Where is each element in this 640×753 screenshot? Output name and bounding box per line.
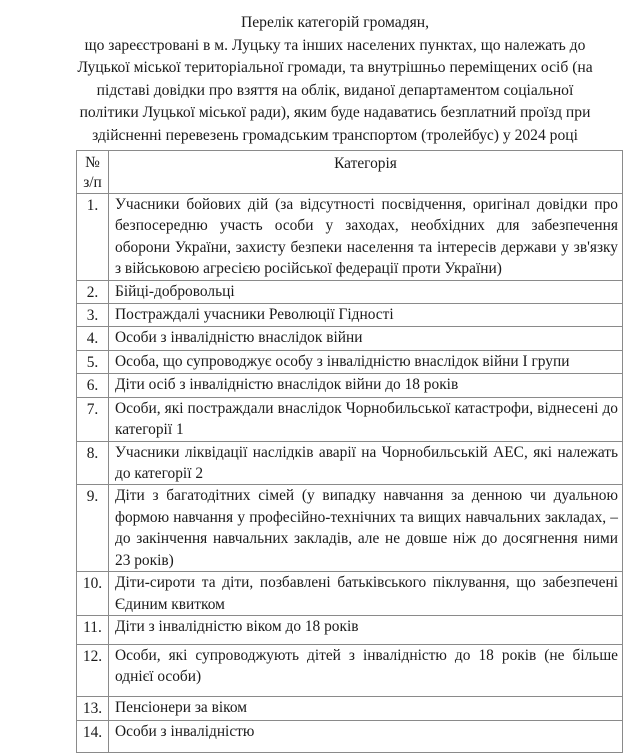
row-number: 14.: [77, 720, 109, 752]
row-number: 11.: [77, 615, 109, 644]
table-row: [77, 696, 623, 720]
row-category: Особи з інвалідністю: [109, 720, 623, 752]
document-title: [40, 12, 630, 148]
title-line: підставі довідки про взяття на облік, виданої департаментом соціальної: [96, 81, 574, 99]
table-row: [77, 304, 623, 327]
table-row: [77, 572, 623, 616]
title-line: що зареєстровані в м. Луцьку та інших населених пунктах, що належать до: [84, 36, 586, 54]
table-row: [77, 485, 623, 572]
header-number: [77, 151, 109, 194]
table-body: [77, 194, 623, 753]
row-category: Учасники бойових дій (за відсутності посвідчення, оригінал довідки про безпосередню участь особи у заходах, необхідних для забезпечення оборони України, захисту безпеки населення та інтересів держави у зв'язку з військовою агресією російської федерації проти України): [109, 194, 623, 281]
row-category: Постраждалі учасники Революції Гідності: [109, 304, 623, 327]
row-number: 3.: [77, 304, 109, 327]
table-row: [77, 644, 623, 696]
table-row: [77, 441, 623, 485]
row-category: Діти з багатодітних сімей (у випадку навчання за денною чи дуальною формою навчання у професійно-технічних та вищих навчальних закладах, – до закінчення навчальних закладів, але не довше ніж до досягнення ними 23 років): [109, 485, 623, 572]
categories-table: [76, 150, 623, 753]
table-row: [77, 374, 623, 397]
row-category: Діти з інвалідністю віком до 18 років: [109, 615, 623, 644]
row-number: 9.: [77, 485, 109, 572]
table-row: [77, 327, 623, 350]
row-number: 2.: [77, 280, 109, 303]
title-line: Луцької міської територіальної громади, та внутрішньо переміщених осіб (на: [77, 59, 593, 77]
header-category: Категорія: [109, 151, 623, 194]
title-line: Перелік категорій громадян,: [241, 14, 429, 31]
table-row: [77, 280, 623, 303]
row-number: 1.: [77, 194, 109, 281]
row-category: Особи, які постраждали внаслідок Чорнобильської катастрофи, віднесені до категорії 1: [109, 397, 623, 441]
row-category: Учасники ліквідації наслідків аварії на Чорнобильській АЕС, які належать до категорії 2: [109, 441, 623, 485]
row-category: Бійці-добровольці: [109, 280, 623, 303]
row-category: Особи, які супроводжують дітей з інвалідністю до 18 років (не більше однієї особи): [109, 644, 623, 696]
row-number: 5.: [77, 350, 109, 373]
table-header-row: [77, 151, 623, 194]
header-number-abbr: з/п: [83, 174, 102, 191]
row-number: 4.: [77, 327, 109, 350]
row-category: Особи з інвалідністю внаслідок війни: [109, 327, 623, 350]
row-number: 13.: [77, 696, 109, 720]
table-row: [77, 397, 623, 441]
row-category: Пенсіонери за віком: [109, 696, 623, 720]
row-number: 8.: [77, 441, 109, 485]
table-row: [77, 350, 623, 373]
title-line: здійсненні перевезень громадським транспортом (тролейбус) у 2024 році: [92, 126, 578, 144]
row-number: 10.: [77, 572, 109, 616]
row-category: Діти осіб з інвалідністю внаслідок війни до 18 років: [109, 374, 623, 397]
row-category: Особа, що супроводжує особу з інвалідністю внаслідок війни І групи: [109, 350, 623, 373]
row-number: 12.: [77, 644, 109, 696]
header-number-symbol: №: [85, 154, 100, 171]
table-row: [77, 615, 623, 644]
table-row: [77, 194, 623, 281]
row-category: Діти-сироти та діти, позбавлені батьківського піклування, що забезпечені Єдиним квитком: [109, 572, 623, 616]
row-number: 7.: [77, 397, 109, 441]
row-number: 6.: [77, 374, 109, 397]
table-row: [77, 720, 623, 752]
title-line: політики Луцької міської ради), яким буде надаватись безплатний проїзд при: [79, 104, 591, 122]
